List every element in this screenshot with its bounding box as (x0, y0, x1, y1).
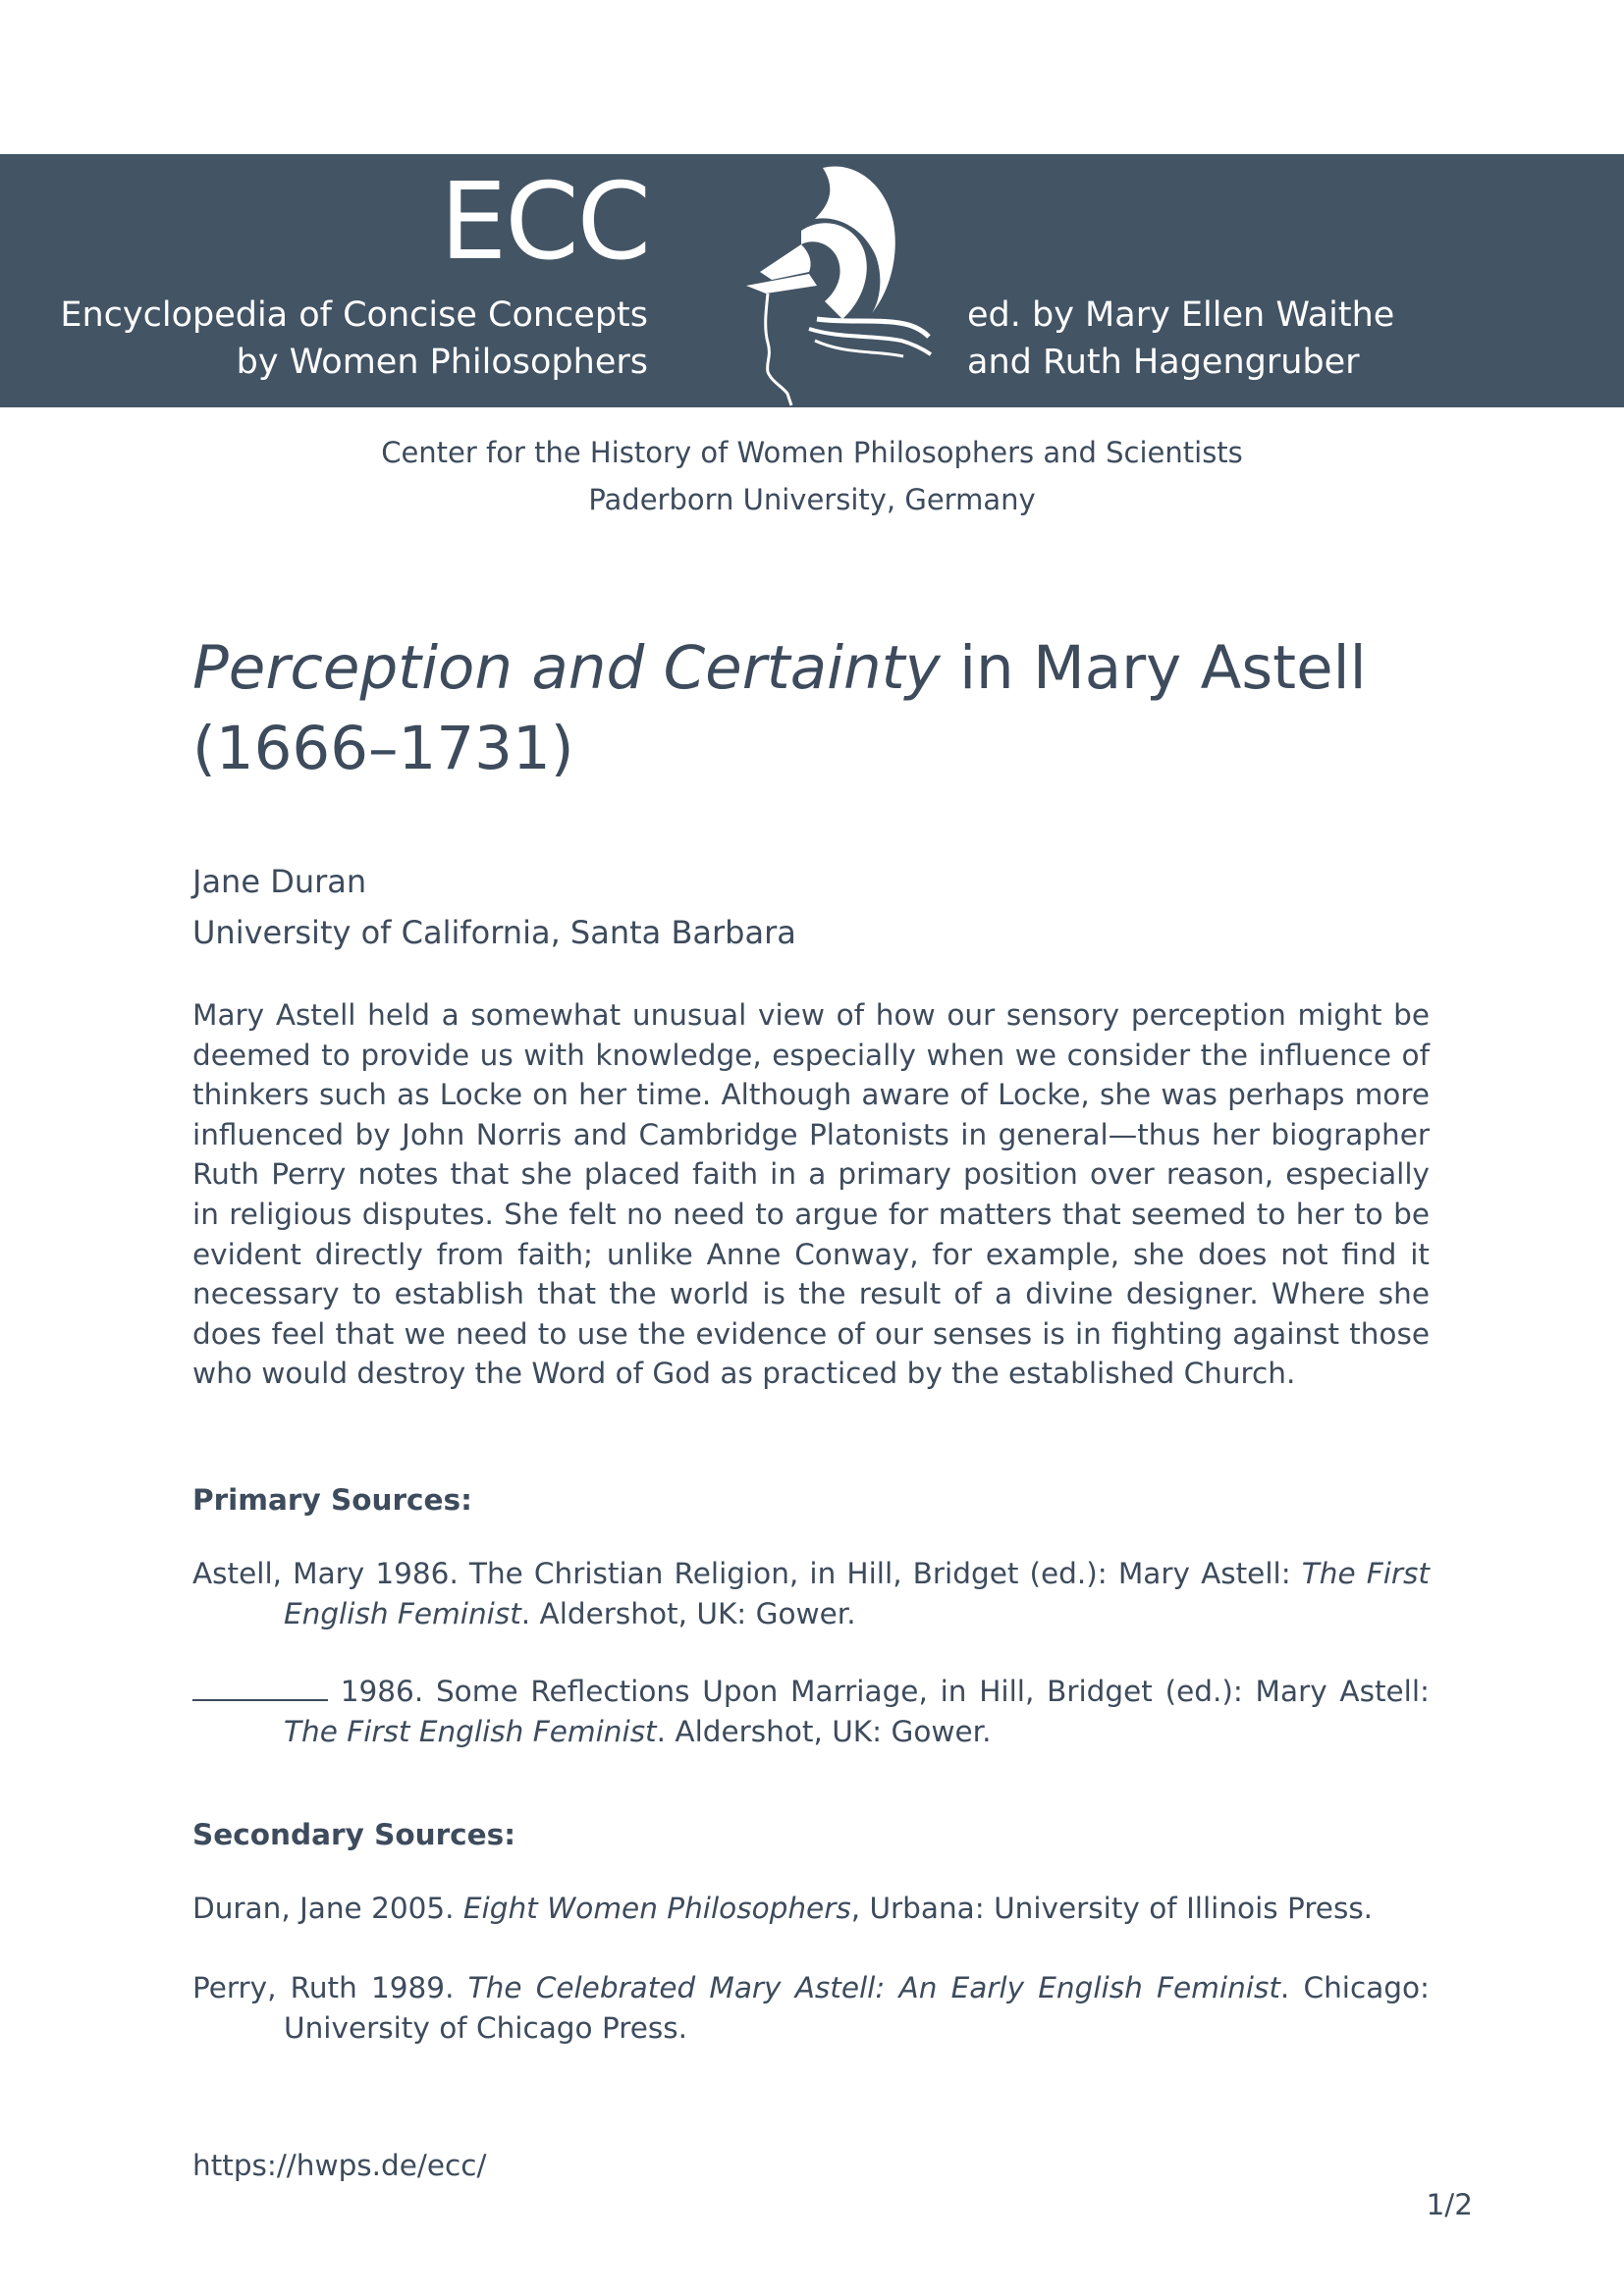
editors (967, 292, 1394, 386)
secondary-reference-2: Perry, Ruth 1989. The Celebrated Mary Astell: An Early English Feminist. Chicago: University of Chicago Press. (192, 1971, 1430, 2045)
subtitle-line-1: Encyclopedia of Concise Concepts (60, 295, 648, 335)
athena-helmet-icon (707, 154, 933, 407)
primary-reference-1: Astell, Mary 1986. The Christian Religion, in Hill, Bridget (ed.): Mary Astell: The First English Feminist. Aldershot, UK: Gower. (192, 1557, 1430, 1630)
article-title (192, 628, 1449, 789)
subtitle-line-2: by Women Philosophers (236, 343, 648, 382)
primary-sources-heading: Primary Sources: (192, 1483, 472, 1517)
article-body: Mary Astell held a somewhat unusual view of how our sensory perception might be deemed to provide us with knowledge, especially when we consider the influence of thinkers such as Locke on her time. Although aware of Locke, she was perhaps more influenced by John Norris and Cambridge Platonists in general—thus her biographer Ruth Perry notes that she placed faith in a primary position over reason, especially in religious disputes. She felt no need to argue for matters that seemed to her to be evident directly from faith; unlike Anne Conway, for example, she does not find it necessary to establish that the world is the result of a divine designer. Where she does feel that we need to use the evidence of our senses is in fighting against those who would destroy the Word of God as practiced by the established Church. (192, 998, 1430, 1391)
editors-line-1: ed. by Mary Ellen Waithe (967, 295, 1395, 335)
secondary-sources-heading: Secondary Sources: (192, 1818, 515, 1851)
author-block (192, 856, 796, 958)
editors-line-2: and Ruth Hagengruber (967, 343, 1360, 382)
institution-line-1: Center for the History of Women Philosophers and Scientists (381, 436, 1243, 469)
institution-block (0, 429, 1624, 523)
ecc-logo-text: ECC (440, 161, 650, 284)
header-banner (0, 154, 1624, 407)
secondary-reference-1: Duran, Jane 2005. Eight Women Philosophers, Urbana: University of Illinois Press. (192, 1892, 1374, 1925)
page-number: 1/2 (1426, 2188, 1473, 2221)
author-name: Jane Duran (192, 863, 367, 900)
title-rest: in Mary Astell (940, 633, 1367, 703)
institution-line-2: Paderborn University, Germany (588, 483, 1036, 516)
title-years: (1666–1731) (192, 714, 574, 783)
primary-reference-2: 1986. Some Reflections Upon Marriage, in Hill, Bridget (ed.): Mary Astell: The First English Feminist. Aldershot, UK: Gower. (192, 1672, 1430, 1751)
author-affiliation: University of California, Santa Barbara (192, 914, 796, 951)
encyclopedia-subtitle (60, 292, 648, 386)
title-italic: Perception and Certainty (192, 633, 941, 703)
ditto-line (192, 1676, 328, 1701)
footer-url-link[interactable]: https://hwps.de/ecc/ (192, 2149, 487, 2182)
